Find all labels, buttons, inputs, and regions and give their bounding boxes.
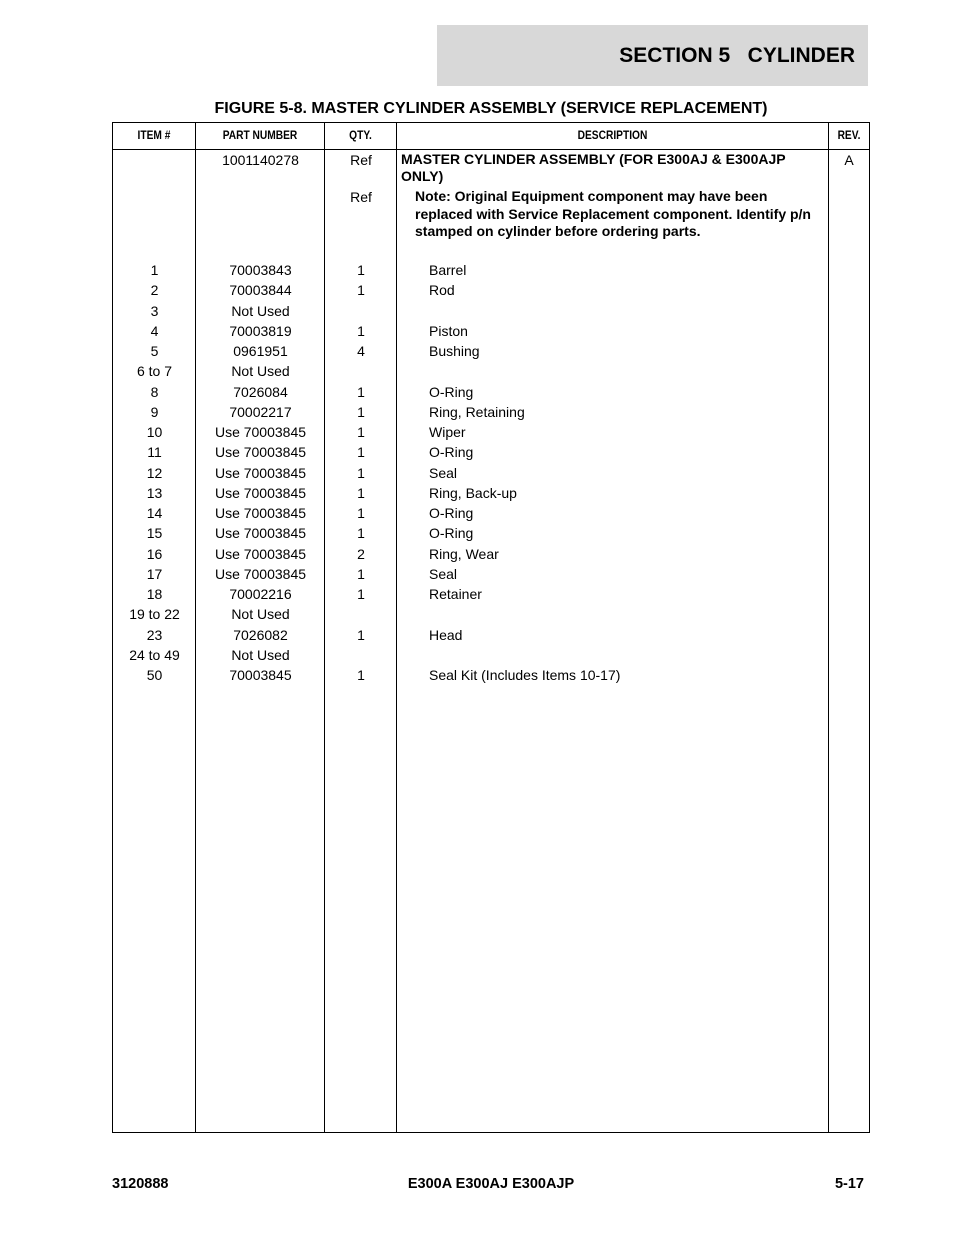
parts-table (112, 122, 870, 1133)
part-number: Use 70003845 (214, 545, 307, 562)
item-number: 19 to 22 (129, 606, 180, 623)
assembly-qty: Ref (350, 152, 372, 168)
part-number: 7026082 (233, 626, 288, 643)
item-number: 11 (147, 444, 162, 461)
description: Ring, Wear (429, 545, 499, 562)
parts-rows (113, 260, 869, 685)
quantity: 1 (357, 667, 365, 683)
part-number: Use 70003845 (214, 484, 307, 501)
item-number: 2 (150, 282, 159, 299)
item-number: 8 (150, 383, 159, 400)
description: Head (429, 626, 463, 643)
table-row (113, 382, 869, 402)
quantity: 4 (357, 343, 365, 359)
table-row (113, 280, 869, 300)
quantity: 2 (357, 545, 365, 562)
item-number: 24 to 49 (129, 646, 180, 663)
item-number: 13 (146, 484, 163, 501)
quantity: 1 (357, 383, 365, 400)
description: O-Ring (429, 444, 474, 461)
quantity: 1 (357, 322, 365, 339)
quantity: 1 (357, 262, 365, 278)
part-number: 0961951 (233, 343, 288, 359)
part-number: 70003843 (229, 262, 292, 278)
table-row (113, 341, 869, 361)
item-number: 3 (150, 302, 159, 319)
part-number: Use 70003845 (214, 464, 307, 481)
section-title: SECTION 5 CYLINDER (619, 43, 855, 67)
table-row (113, 463, 869, 483)
doc-number: 3120888 (112, 1176, 169, 1192)
page-number: 5-17 (834, 1176, 864, 1192)
column-header-rev: REV. (837, 128, 861, 142)
part-number: Use 70003845 (214, 424, 307, 440)
description: Retainer (429, 586, 482, 602)
item-number: 17 (146, 565, 163, 582)
quantity: 1 (357, 464, 365, 481)
table-row (113, 260, 869, 280)
table-row (113, 523, 869, 543)
page-footer (112, 1176, 870, 1196)
table-row (113, 584, 869, 604)
item-number: 23 (146, 626, 163, 643)
part-number: Use 70003845 (214, 505, 307, 521)
note-qty: Ref (350, 189, 372, 205)
part-number: Not Used (231, 646, 290, 663)
item-number: 12 (146, 464, 163, 481)
table-row (113, 483, 869, 503)
table-row (113, 321, 869, 341)
part-number: 7026084 (233, 383, 288, 400)
quantity: 1 (357, 626, 365, 643)
column-header-item: ITEM # (137, 128, 171, 142)
column-header-part-number: PART NUMBER (222, 128, 298, 142)
part-number: Not Used (231, 302, 290, 319)
description: Rod (429, 282, 455, 299)
description: O-Ring (429, 505, 474, 521)
item-number: 5 (150, 343, 159, 359)
description: O-Ring (429, 383, 474, 400)
item-number: 18 (146, 586, 163, 602)
description: O-Ring (429, 525, 474, 542)
table-row (113, 665, 869, 685)
part-number: 70002216 (229, 586, 292, 602)
description: Ring, Back-up (429, 484, 517, 501)
part-number: Not Used (231, 606, 290, 623)
table-row (113, 564, 869, 584)
quantity: 1 (357, 586, 365, 602)
part-number: Use 70003845 (214, 444, 307, 461)
item-number: 6 to 7 (136, 363, 173, 380)
table-row (113, 625, 869, 645)
table-row (113, 604, 869, 624)
quantity: 1 (357, 505, 365, 521)
quantity: 1 (357, 565, 365, 582)
figure-title: FIGURE 5-8. MASTER CYLINDER ASSEMBLY (SERVICE REPLACEMENT) (214, 100, 768, 117)
quantity: 1 (357, 444, 365, 461)
quantity: 1 (357, 484, 365, 501)
part-number: Use 70003845 (214, 525, 307, 542)
part-number: 70003819 (229, 322, 292, 339)
assembly-description: MASTER CYLINDER ASSEMBLY (FOR E300AJ & E300AJP ONLY) (401, 151, 786, 184)
item-number: 15 (146, 525, 163, 542)
quantity: 1 (357, 282, 365, 299)
table-row (113, 645, 869, 665)
item-number: 50 (146, 667, 163, 683)
item-number: 14 (146, 505, 163, 521)
description: Seal (429, 565, 458, 582)
table-row (113, 402, 869, 422)
table-row (113, 544, 869, 564)
part-number: 70003844 (229, 282, 292, 299)
item-number: 4 (150, 322, 159, 339)
table-row (113, 503, 869, 523)
description: Wiper (429, 424, 466, 440)
description: Bushing (429, 343, 480, 359)
column-header-qty: QTY. (349, 128, 372, 142)
part-number: Use 70003845 (214, 565, 307, 582)
section-banner (437, 25, 868, 86)
item-number: 16 (146, 545, 163, 562)
assembly-part-number: 1001140278 (222, 152, 299, 168)
assembly-rev: A (844, 152, 854, 168)
item-number: 1 (150, 262, 159, 278)
quantity: 1 (357, 424, 365, 440)
column-header-description: DESCRIPTION (577, 128, 648, 142)
model-list: E300A E300AJ E300AJP (407, 1176, 575, 1192)
quantity: 1 (357, 525, 365, 542)
part-number: 70003845 (229, 667, 292, 683)
description: Ring, Retaining (429, 403, 525, 420)
quantity: 1 (357, 403, 365, 420)
part-number: Not Used (231, 363, 290, 380)
table-row (113, 361, 869, 381)
item-number: 9 (150, 403, 159, 420)
description: Piston (429, 322, 468, 339)
description: Seal Kit (Includes Items 10-17) (429, 667, 621, 683)
table-row (113, 442, 869, 462)
table-row (113, 301, 869, 321)
note-description: Note: Original Equipment component may have been replaced with Service Replacement component. Identify p/n stamped on cylinder before ordering parts. (415, 188, 811, 239)
table-row (113, 422, 869, 442)
description: Seal (429, 464, 458, 481)
item-number: 10 (146, 424, 163, 440)
description: Barrel (429, 262, 467, 278)
part-number: 70002217 (229, 403, 292, 420)
